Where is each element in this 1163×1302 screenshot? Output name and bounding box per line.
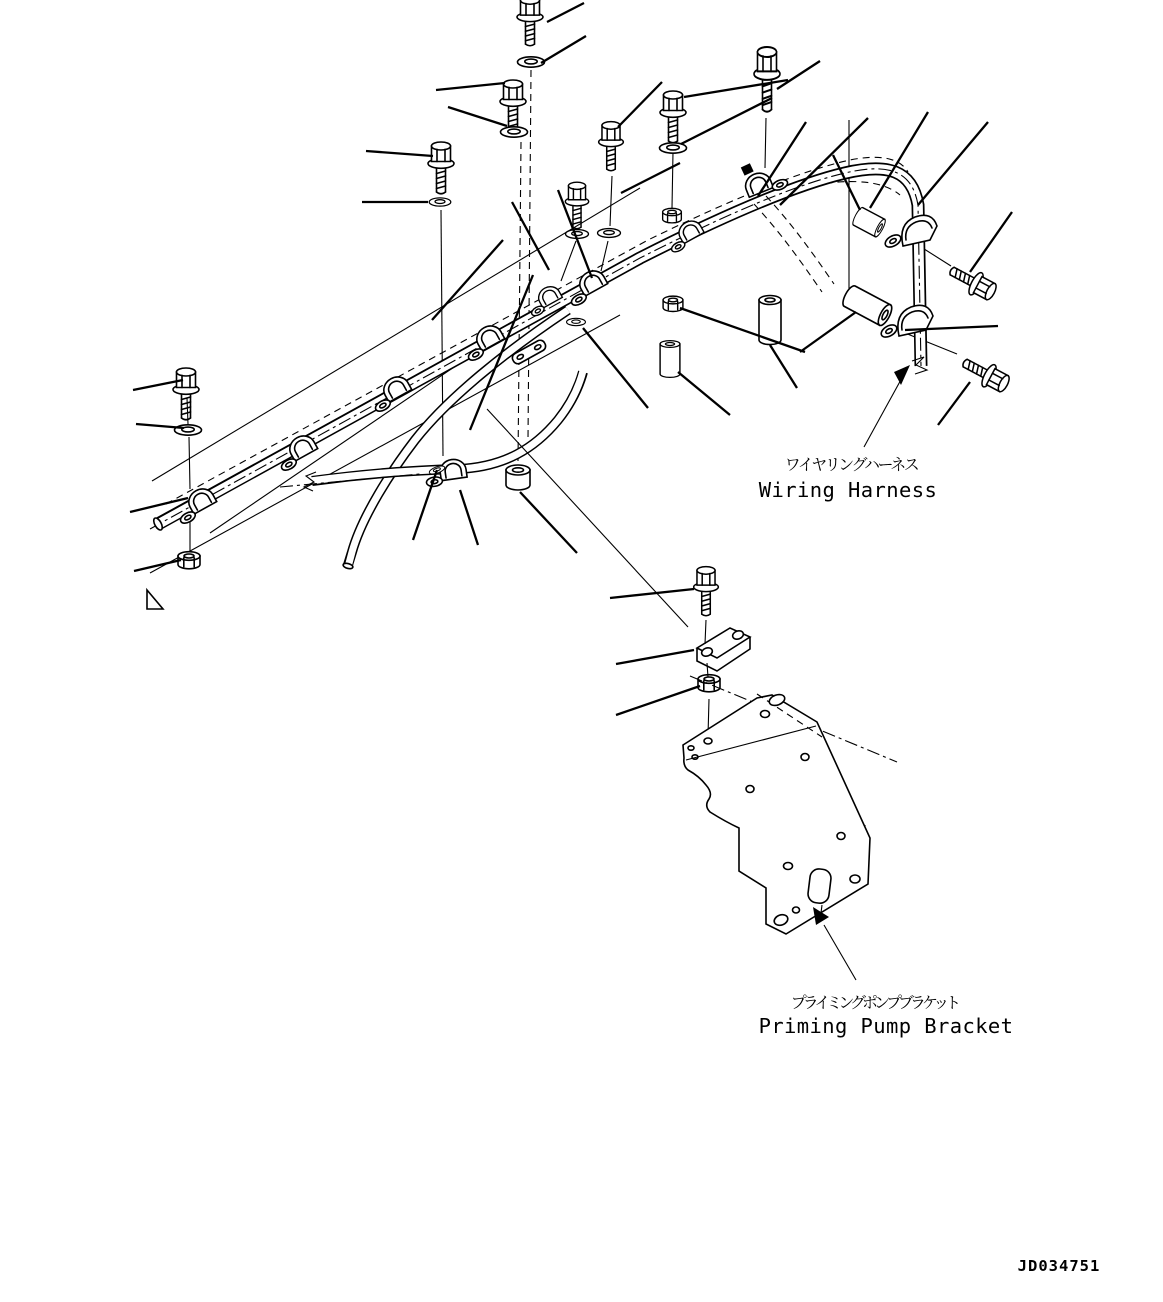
label-priming-pump-bracket-jp: プライミングポンプブラケット [790, 993, 958, 1012]
flat-washer [429, 198, 451, 206]
flat-washer [567, 318, 586, 325]
spacer-sleeve [660, 341, 680, 378]
hex-flange-bolt [958, 351, 1013, 396]
hex-flange-bolt [428, 142, 454, 194]
flange-nut [178, 552, 200, 569]
callout-arrow-wiring-harness [864, 365, 910, 447]
flat-washer [501, 127, 528, 137]
hex-flange-bolt [945, 259, 1000, 304]
hex-flange-bolt [660, 91, 686, 143]
flat-washer [175, 425, 202, 435]
hex-flange-bolt [517, 0, 543, 46]
spacer-sleeve [851, 206, 887, 238]
harness-clamp [883, 215, 937, 249]
flange-nut [698, 675, 720, 692]
hex-flange-bolt [173, 368, 199, 420]
hex-flange-bolt [694, 567, 719, 616]
spacer-sleeve [840, 284, 894, 327]
bolts [173, 0, 1013, 420]
flat-washer [598, 229, 621, 238]
flange-nut [663, 296, 683, 311]
flange-nut [663, 208, 682, 223]
callout-arrow-bracket [813, 907, 856, 980]
bracket-slot [807, 868, 832, 904]
harness-branch [280, 196, 834, 570]
hex-flange-bolt [565, 182, 588, 229]
bushing [506, 465, 530, 490]
hex-flange-bolt [599, 122, 624, 171]
label-wiring-harness-en: Wiring Harness [758, 478, 938, 502]
drawing-id: JD034751 [1017, 1257, 1101, 1275]
hex-flange-bolt [754, 47, 780, 112]
clamp-stud [741, 163, 754, 175]
label-wiring-harness-jp: ワイヤリングハーネス [784, 455, 918, 474]
priming-pump-bracket [683, 676, 897, 934]
leader-lines [130, 3, 1012, 715]
label-priming-pump-bracket-en: Priming Pump Bracket [758, 1014, 1014, 1038]
nuts [178, 208, 683, 568]
